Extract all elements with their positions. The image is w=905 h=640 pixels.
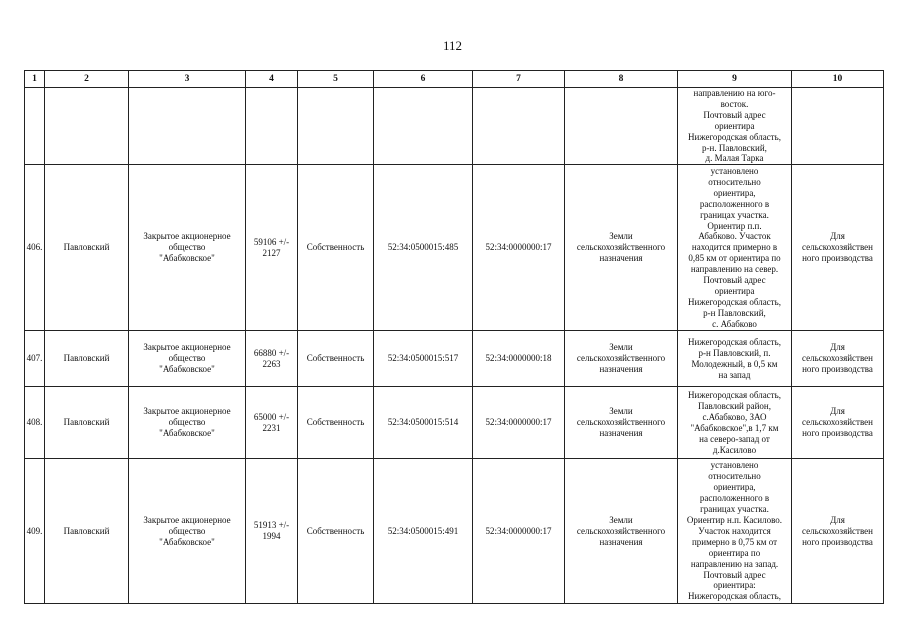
permitted-use-cell: Для сельскохозяйствен ного производства bbox=[792, 165, 884, 331]
column-header: 6 bbox=[374, 71, 473, 88]
column-header: 10 bbox=[792, 71, 884, 88]
right-type-cell bbox=[298, 88, 374, 165]
owner-cell: Закрытое акционерное общество "Абабковское" bbox=[129, 459, 246, 604]
land-category-cell: Земли сельскохозяйственного назначения bbox=[565, 387, 678, 459]
area-cell: 66880 +/- 2263 bbox=[246, 331, 298, 387]
land-category-cell: Земли сельскохозяйственного назначения bbox=[565, 459, 678, 604]
location-cell: установлено относительно ориентира, расположенного в границах участка. Ориентир н.п. Касилово. Участок находится примерно в 0,75 км от ориентира по направлению на запад. Почтовый адрес ориентира: Нижегородская область, bbox=[678, 459, 792, 604]
page-number: 112 bbox=[442, 38, 463, 53]
cadastral-number-cell bbox=[374, 88, 473, 165]
cadastral-number-cell: 52:34:0500015:485 bbox=[374, 165, 473, 331]
table-row bbox=[25, 88, 884, 165]
parent-cadastral-cell bbox=[473, 88, 565, 165]
column-header: 7 bbox=[473, 71, 565, 88]
row-number: 409. bbox=[25, 459, 45, 604]
area-cell: 59106 +/- 2127 bbox=[246, 165, 298, 331]
permitted-use-cell: Для сельскохозяйствен ного производства bbox=[792, 459, 884, 604]
column-header: 1 bbox=[25, 71, 45, 88]
land-category-cell: Земли сельскохозяйственного назначения bbox=[565, 331, 678, 387]
right-type-cell: Собственность bbox=[298, 331, 374, 387]
district-cell: Павловский bbox=[45, 459, 129, 604]
parent-cadastral-cell: 52:34:0000000:17 bbox=[473, 459, 565, 604]
cadastral-number-cell: 52:34:0500015:514 bbox=[374, 387, 473, 459]
cadastral-number-cell: 52:34:0500015:491 bbox=[374, 459, 473, 604]
area-cell: 51913 +/- 1994 bbox=[246, 459, 298, 604]
district-cell: Павловский bbox=[45, 387, 129, 459]
owner-cell: Закрытое акционерное общество "Абабковское" bbox=[129, 387, 246, 459]
permitted-use-cell: Для сельскохозяйствен ного производства bbox=[792, 331, 884, 387]
land-registry-table bbox=[24, 70, 884, 604]
area-cell bbox=[246, 88, 298, 165]
row-number bbox=[25, 88, 45, 165]
district-cell bbox=[45, 88, 129, 165]
land-category-cell: Земли сельскохозяйственного назначения bbox=[565, 165, 678, 331]
land-category-cell bbox=[565, 88, 678, 165]
area-cell: 65000 +/- 2231 bbox=[246, 387, 298, 459]
column-header: 3 bbox=[129, 71, 246, 88]
row-number: 407. bbox=[25, 331, 45, 387]
column-header: 4 bbox=[246, 71, 298, 88]
parent-cadastral-cell: 52:34:0000000:18 bbox=[473, 331, 565, 387]
row-number: 406. bbox=[25, 165, 45, 331]
district-cell: Павловский bbox=[45, 331, 129, 387]
column-header: 8 bbox=[565, 71, 678, 88]
parent-cadastral-cell: 52:34:0000000:17 bbox=[473, 165, 565, 331]
column-header: 9 bbox=[678, 71, 792, 88]
column-header: 5 bbox=[298, 71, 374, 88]
location-cell: установлено относительно ориентира, расположенного в границах участка. Ориентир п.п. Абабково. Участок находится примерно в 0,85 км от ориентира по направлению на север. Почтовый адрес ориентира Нижегородская область, р-н Павловский, с. Абабково bbox=[678, 165, 792, 331]
owner-cell bbox=[129, 88, 246, 165]
parent-cadastral-cell: 52:34:0000000:17 bbox=[473, 387, 565, 459]
right-type-cell: Собственность bbox=[298, 459, 374, 604]
location-cell: Нижегородская область, р-н Павловский, п. Молодежный, в 0,5 км на запад bbox=[678, 331, 792, 387]
district-cell: Павловский bbox=[45, 165, 129, 331]
location-cell: направлению на юго- восток. Почтовый адрес ориентира Нижегородская область, р-н. Павловский, д. Малая Тарка bbox=[678, 88, 792, 165]
header-row bbox=[25, 71, 884, 88]
cadastral-number-cell: 52:34:0500015:517 bbox=[374, 331, 473, 387]
table-row bbox=[25, 459, 884, 604]
column-header: 2 bbox=[45, 71, 129, 88]
right-type-cell: Собственность bbox=[298, 387, 374, 459]
right-type-cell: Собственность bbox=[298, 165, 374, 331]
owner-cell: Закрытое акционерное общество "Абабковское" bbox=[129, 165, 246, 331]
table-row bbox=[25, 387, 884, 459]
table-row bbox=[25, 331, 884, 387]
row-number: 408. bbox=[25, 387, 45, 459]
permitted-use-cell: Для сельскохозяйствен ного производства bbox=[792, 387, 884, 459]
permitted-use-cell bbox=[792, 88, 884, 165]
location-cell: Нижегородская область, Павловский район, с.Абабково, ЗАО "Абабковское",в 1,7 км на северо-запад от д.Касилово bbox=[678, 387, 792, 459]
owner-cell: Закрытое акционерное общество "Абабковское" bbox=[129, 331, 246, 387]
table-row bbox=[25, 165, 884, 331]
